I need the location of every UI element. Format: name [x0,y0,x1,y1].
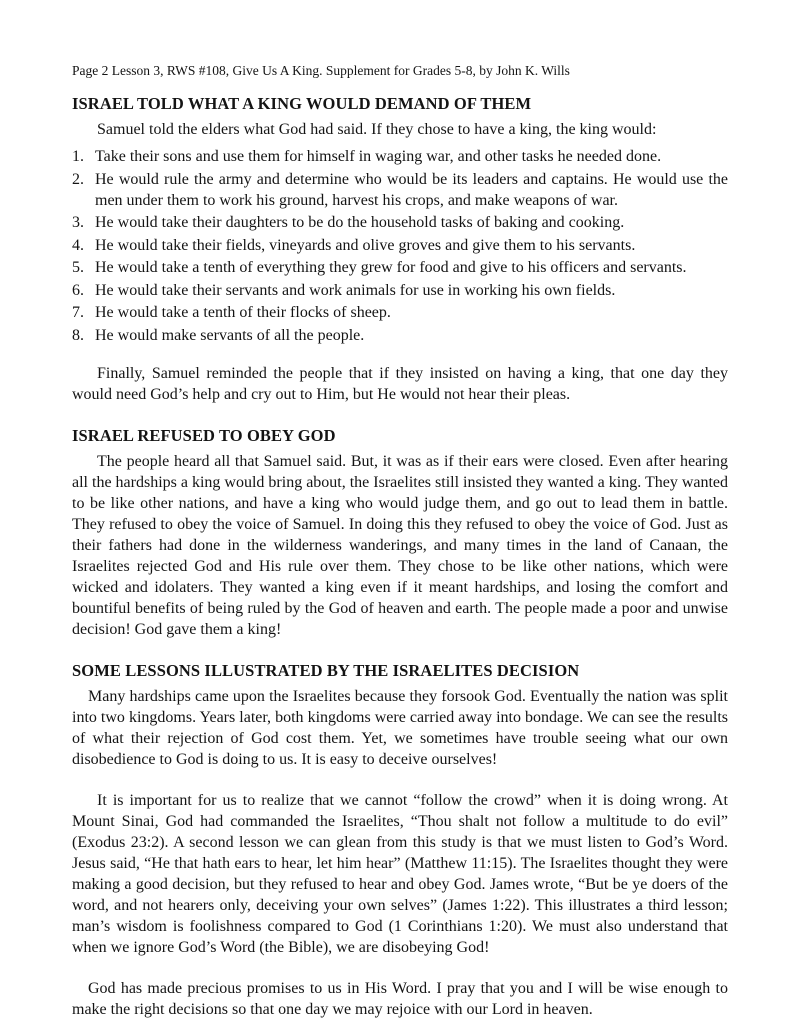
page-header-line: Page 2 Lesson 3, RWS #108, Give Us A King. Supplement for Grades 5-8, by John K. Wills [72,63,570,78]
section-heading-israel-refused: ISRAEL REFUSED TO OBEY GOD [72,425,336,445]
list-item [72,212,728,233]
paragraph-closing: Finally, Samuel reminded the people that if they insisted on having a king, that one day they would need God’s help and cry out to Him, but He would not hear their pleas. [72,364,728,403]
list-item-text: He would take a tenth of their flocks of sheep. [95,304,391,321]
list-item-number: 3. [72,214,84,231]
list-item-text: He would take their fields, vineyards and olive groves and give them to his servants. [95,236,636,254]
list-item-text: Take their sons and use them for himself in waging war, and other tasks he needed done. [95,148,662,165]
paragraph-intro: Samuel told the elders what God had said. If they chose to have a king, the king would: [97,121,657,138]
list-item-text: He would take their daughters to be do the household tasks of baking and cooking. [95,214,625,231]
section-heading-king-demands: ISRAEL TOLD WHAT A KING WOULD DEMAND OF THEM [72,94,532,113]
section-israel-refused [72,425,728,640]
list-item-number: 1. [72,148,84,165]
paragraph: God has made precious promises to us in His Word. I pray that you and I will be wise enough to make the right decisions so that one day we may rejoice with our Lord in heaven. [72,979,728,1018]
list-item [72,302,728,323]
list-item-text: He would make servants of all the people. [95,326,365,344]
list-item-number: 4. [72,236,84,254]
list-item-text: He would take a tenth of everything they grew for food and give to his officers and servants. [95,259,687,276]
paragraph: The people heard all that Samuel said. But, it was as if their ears were closed. Even after hearing all the hardships a king would bring about, the Israelites still insisted they wanted a king. They wanted to be like other nations, and have a king who would judge them, and go out to lead them in battle. They refused to obey the voice of Samuel. In doing this they refused to obey the voice of God. Just as their fathers had done in the wilderness wanderings, and many times in the land of Canaan, the Israelites rejected God and His rule over them. They chose to be like other nations, which were wicked and idolaters. They wanted a king even if it meant hardships, and losing the comfort and bountiful benefits of being ruled by the God of heaven and earth. The people made a poor and unwise decision! God gave them a king! [72,452,729,638]
list-item-number: 5. [72,259,84,276]
paragraph: Many hardships came upon the Israelites because they forsook God. Eventually the nation was split into two kingdoms. Years later, both kingdoms were carried away into bondage. We can see the results of what their rejection of God cost them. Yet, we sometimes have trouble seeing what our own disobedience to God is doing to us. It is easy to deceive ourselves! [72,687,728,768]
demands-list [72,146,728,346]
list-item-text: He would take their servants and work animals for use in working his own fields. [95,281,616,299]
list-item-number: 2. [72,170,84,188]
section-king-demands [72,93,728,405]
list-item-number: 6. [72,281,84,299]
list-item [72,169,728,211]
section-heading-lessons: SOME LESSONS ILLUSTRATED BY THE ISRAELITES DECISION [72,660,580,680]
list-item [72,325,728,346]
list-item-number: 7. [72,304,84,321]
list-item [72,146,728,167]
list-item [72,280,728,301]
list-item-text: He would rule the army and determine who would be its leaders and captains. He would use the men under them to work his ground, harvest his crops, and make weapons of war. [95,170,728,209]
paragraph: It is important for us to realize that we cannot “follow the crowd” when it is doing wrong. At Mount Sinai, God had commanded the Israelites, “Thou shalt not follow a multitude to do evil” (Exodus 23:2). A second lesson we can glean from this study is that we must listen to God’s Word. Jesus said, “He that hath ears to hear, let him hear” (Matthew 11:15). The Israelites thought they were making a good decision, but they refused to hear and obey God. James wrote, “But be ye doers of the word, and not hearers only, deceiving your own selves” (James 1:22). This illustrates a third lesson; man’s wisdom is foolishness compared to God (1 Corinthians 1:20). We must also understand that when we ignore God’s Word (the Bible), we are disobeying God! [72,791,728,956]
list-item [72,257,728,278]
list-item-number: 8. [72,326,84,344]
list-item [72,235,728,256]
section-lessons [72,660,728,1020]
